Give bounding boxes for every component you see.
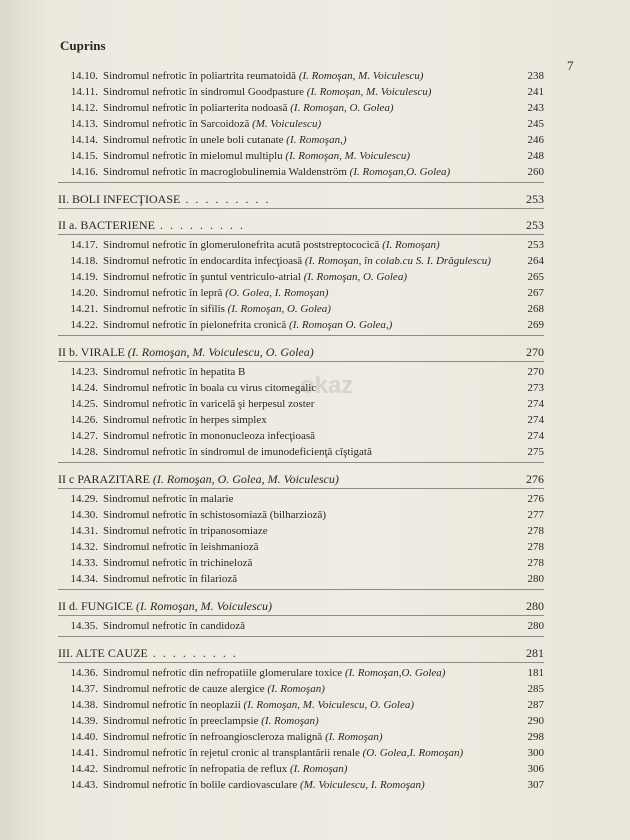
toc-entry[interactable] [58, 118, 544, 131]
entry-number: 14.29. [70, 493, 98, 505]
toc-entry[interactable] [58, 620, 544, 633]
entry-number: 14.14. [70, 134, 98, 146]
entry-number: 14.38. [70, 699, 98, 711]
section-authors: (I. Romoşan, M. Voiculescu) [136, 599, 272, 613]
entry-title: Sindromul nefrotic în poliarterita nodoasă (I. Romoşan, O. Golea) [103, 102, 394, 114]
entry-number: 14.32. [70, 541, 98, 553]
entry-number: 14.16. [70, 166, 98, 178]
entry-number: 14.37. [70, 683, 98, 695]
entry-number: 14.41. [70, 747, 98, 759]
group-rule [58, 182, 544, 183]
entry-page: 248 [527, 150, 544, 162]
section-page: 280 [526, 599, 544, 613]
entry-title: Sindromul nefrotic în varicelă şi herpesul zoster [103, 398, 315, 410]
entry-authors: (I. Romoşan, în colab. [304, 255, 403, 267]
section-label: II c PARAZITARE [58, 472, 150, 486]
entry-number: 14.12. [70, 102, 98, 114]
entry-number: 14.21. [70, 303, 98, 315]
entry-authors: (I. Romoşan, M. Voiculescu) [298, 70, 424, 82]
entry-page: 274 [527, 430, 544, 442]
section-title [58, 472, 518, 486]
entry-page: 298 [527, 731, 544, 743]
entry-page: 245 [527, 118, 544, 130]
section-heading [58, 345, 544, 359]
entry-number: 14.34. [70, 573, 98, 585]
entry-number: 14.42. [70, 763, 98, 775]
section-title [58, 599, 518, 613]
entry-page: 278 [527, 541, 544, 553]
toc-entry[interactable] [58, 430, 544, 443]
entry-page: 278 [527, 525, 544, 537]
section-heading [58, 192, 544, 206]
entry-page: 280 [527, 620, 544, 632]
toc-entry[interactable] [58, 667, 544, 680]
section-title [58, 218, 518, 232]
toc-entry[interactable] [58, 509, 544, 522]
entry-authors: (I. Romoşan) [267, 683, 325, 695]
entry-page: 270 [527, 366, 544, 378]
entry-authors: (I. Romoşan, O. Golea) [290, 102, 394, 114]
entry-number: 14.26. [70, 414, 98, 426]
entry-title: Sindromul nefrotic în neoplazii (I. Romoşan, M. Voiculescu, O. Golea) [103, 699, 414, 711]
toc-entry[interactable] [58, 150, 544, 163]
entry-number: 14.22. [70, 319, 98, 331]
entry-authors: (I. Romoşan, M. Voiculescu) [306, 86, 432, 98]
entry-page: 264 [527, 255, 544, 267]
entry-authors: (I. Romoşan) [289, 763, 348, 775]
toc-entry[interactable] [58, 763, 544, 776]
entry-title: Sindromul nefrotic în herpes simplex [103, 414, 267, 426]
section-authors: (I. Romoşan, M. Voiculescu, O. Golea) [127, 345, 314, 359]
section-label: II d. FUNGICE [58, 599, 133, 613]
entry-number: 14.13. [70, 118, 98, 130]
watermark: okaz [300, 372, 354, 399]
entry-page: 275 [527, 446, 544, 458]
entry-page: 238 [527, 70, 544, 82]
entry-number: 14.15. [70, 150, 98, 162]
entry-number: 14.23. [70, 366, 98, 378]
entry-authors: (I. Romoşan, M. Voiculescu) [285, 150, 411, 162]
entry-title: Sindromul nefrotic în candidoză [103, 620, 246, 632]
entry-page: 280 [527, 573, 544, 585]
entry-title: Sindromul nefrotic din nefropatiile glomerulare toxice (I. Romoşan,O. Golea) [103, 667, 446, 679]
entry-title: Sindromul nefrotic în malarie [103, 493, 234, 505]
entry-title: Sindromul nefrotic în unele boli cutanate (I. Romoşan,) [103, 134, 347, 146]
entry-page: 246 [527, 134, 544, 146]
section-title [58, 646, 518, 660]
toc-entry[interactable] [58, 319, 544, 332]
toc-entry[interactable] [58, 731, 544, 744]
section-title [58, 192, 518, 206]
toc-entry[interactable] [58, 255, 544, 268]
entry-authors: (O. Golea, [362, 747, 410, 759]
toc-entry[interactable] [58, 683, 544, 696]
toc-entry[interactable] [58, 446, 544, 459]
toc-entry[interactable] [58, 239, 544, 252]
entry-title: Sindromul nefrotic în sindromul de imunodeficienţă cîştigată [103, 446, 372, 458]
toc-entry[interactable] [58, 779, 544, 792]
entry-page: 274 [527, 398, 544, 410]
entry-page: 268 [527, 303, 544, 315]
entry-title: Sindromul nefrotic în mielomul multiplu (I. Romoşan, M. Voiculescu) [103, 150, 411, 162]
entry-title: Sindromul nefrotic în nefropatia de reflux (I. Romoşan) [103, 763, 348, 775]
entry-authors: (I. Romoşan) [325, 731, 383, 743]
entry-authors-cont: cu S. I. Drăgulescu) [402, 255, 491, 267]
entry-authors: (I. Romoşan O. Golea,) [289, 319, 393, 331]
group-rule [58, 462, 544, 463]
toc-entry[interactable] [58, 303, 544, 316]
entry-title: Sindromul nefrotic în bolile cardiovasculare (M. Voiculescu, I. Romoşan) [103, 779, 425, 791]
section-authors: (I. Romoşan, O. Golea, M. Voiculescu) [152, 472, 339, 486]
entry-title: Sindromul nefrotic în mononucleoza infecţioasă [103, 430, 315, 442]
toc-entry[interactable] [58, 525, 544, 538]
entry-number: 14.39. [70, 715, 98, 727]
section-rule [58, 361, 544, 362]
group-rule [58, 589, 544, 590]
entry-authors: (I. Romoşan, O. Golea) [303, 271, 407, 283]
entry-number: 14.27. [70, 430, 98, 442]
entry-page: 181 [527, 667, 544, 679]
entry-authors: (I. Romoşan) [382, 239, 440, 251]
entry-title: Sindromul nefrotic în hepatita B [103, 366, 246, 378]
entry-authors: (M. Voiculescu) [252, 118, 322, 130]
entry-title: Sindromul nefrotic în rejetul cronic al transplantării renale (O. Golea,I. Romoşan) [103, 747, 464, 759]
entry-title: Sindromul nefrotic în boala cu virus citomegalic [103, 382, 317, 394]
section-rule [58, 615, 544, 616]
entry-title: Sindromul nefrotic în şuntul ventriculo-atrial (I. Romoşan, O. Golea) [103, 271, 407, 283]
leader-dots: . . . . . . . . . [154, 218, 245, 232]
section-page: 281 [526, 646, 544, 660]
entry-page: 306 [527, 763, 544, 775]
entry-authors: (M. Voiculescu, I. Romoşan) [300, 779, 425, 791]
toc-entry[interactable] [58, 414, 544, 427]
section-page: 253 [526, 218, 544, 232]
section-heading [58, 599, 544, 613]
entry-authors: (I. Romoşan, O. Golea) [227, 303, 331, 315]
entry-authors: (I. Romoşan) [261, 715, 319, 727]
section-label: II. BOLI INFECŢIOASE [58, 192, 181, 206]
entry-page: 243 [527, 102, 544, 114]
entry-title: Sindromul nefrotic de cauze alergice (I. Romoşan) [103, 683, 325, 695]
entry-title: Sindromul nefrotic în pielonefrita cronică (I. Romoşan O. Golea,) [103, 319, 393, 331]
section-rule [58, 208, 544, 209]
toc-entry[interactable] [58, 747, 544, 760]
entry-page: 290 [527, 715, 544, 727]
leader-dots: . . . . . . . . . [180, 192, 271, 206]
entry-number: 14.30. [70, 509, 98, 521]
entry-authors-cont: O. Golea) [401, 667, 446, 679]
toc-entry[interactable] [58, 541, 544, 554]
entry-page: 307 [527, 779, 544, 791]
entry-page: 253 [527, 239, 544, 251]
section-label: II b. VIRALE [58, 345, 125, 359]
entry-title: Sindromul nefrotic în trichineloză [103, 557, 253, 569]
entry-page: 269 [527, 319, 544, 331]
toc-entry[interactable] [58, 86, 544, 99]
entry-title: Sindromul nefrotic în macroglobulinemia Waldenström (I. Romoşan,O. Golea) [103, 166, 451, 178]
entry-number: 14.25. [70, 398, 98, 410]
toc-entry[interactable] [58, 699, 544, 712]
section-heading [58, 218, 544, 232]
entry-number: 14.40. [70, 731, 98, 743]
entry-title: Sindromul nefrotic în schistosomiază (bilharzioză) [103, 509, 326, 521]
entry-number: 14.31. [70, 525, 98, 537]
entry-title: Sindromul nefrotic în preeclampsie (I. Romoşan) [103, 715, 319, 727]
toc-entry[interactable] [58, 573, 544, 586]
entry-page: 276 [527, 493, 544, 505]
toc-entry[interactable] [58, 102, 544, 115]
entry-page: 300 [527, 747, 544, 759]
toc-entry[interactable] [58, 134, 544, 147]
entry-authors: (I. Romoşan, M. Voiculescu, O. Golea) [243, 699, 414, 711]
table-of-contents [58, 70, 544, 795]
section-page: 253 [526, 192, 544, 206]
entry-authors: (O. Golea, I. Romoşan) [225, 287, 329, 299]
section-rule [58, 234, 544, 235]
entry-authors: (I. Romoşan, [349, 166, 407, 178]
section-rule [58, 488, 544, 489]
entry-page: 260 [527, 166, 544, 178]
section-label: III. ALTE CAUZE [58, 646, 148, 660]
running-header-title: Cuprins [60, 38, 106, 53]
entry-number: 14.35. [70, 620, 98, 632]
entry-title: Sindromul nefrotic în endocardita infecţioasă (I. Romoşan, în colab.cu S. I. Drăgulescu) [103, 255, 491, 267]
entry-page: 273 [527, 382, 544, 394]
entry-page: 274 [527, 414, 544, 426]
leader-dots: . . . . . . . . . [147, 646, 238, 660]
entry-title: Sindromul nefrotic în lepră (O. Golea, I. Romoşan) [103, 287, 329, 299]
toc-entry[interactable] [58, 287, 544, 300]
entry-title: Sindromul nefrotic în poliartrita reumatoidă (I. Romoşan, M. Voiculescu) [103, 70, 424, 82]
entry-page: 277 [527, 509, 544, 521]
entry-title: Sindromul nefrotic în filarioză [103, 573, 238, 585]
section-title [58, 345, 518, 359]
section-page: 270 [526, 345, 544, 359]
entry-number: 14.28. [70, 446, 98, 458]
entry-page: 285 [527, 683, 544, 695]
entry-number: 14.17. [70, 239, 98, 251]
section-heading [58, 472, 544, 486]
entry-title: Sindromul nefrotic în sindromul Goodpasture (I. Romoşan, M. Voiculescu) [103, 86, 432, 98]
entry-title: Sindromul nefrotic în tripanosomiaze [103, 525, 268, 537]
toc-entry[interactable] [58, 271, 544, 284]
entry-page: 287 [527, 699, 544, 711]
entry-title: Sindromul nefrotic în leishmanioză [103, 541, 259, 553]
toc-entry[interactable] [58, 715, 544, 728]
entry-number: 14.10. [70, 70, 98, 82]
entry-page: 278 [527, 557, 544, 569]
entry-number: 14.18. [70, 255, 98, 267]
toc-entry[interactable] [58, 366, 544, 379]
entry-number: 14.19. [70, 271, 98, 283]
toc-entry[interactable] [58, 70, 544, 83]
entry-title: Sindromul nefrotic în sifilis (I. Romoşan, O. Golea) [103, 303, 331, 315]
entry-number: 14.36. [70, 667, 98, 679]
section-label: II a. BACTERIENE [58, 218, 155, 232]
group-rule [58, 335, 544, 336]
entry-number: 14.43. [70, 779, 98, 791]
entry-number: 14.20. [70, 287, 98, 299]
toc-entry[interactable] [58, 493, 544, 506]
section-page: 276 [526, 472, 544, 486]
section-heading [58, 646, 544, 660]
entry-title: Sindromul nefrotic în nefroangioscleroza malignă (I. Romoşan) [103, 731, 383, 743]
entry-page: 241 [527, 86, 544, 98]
entry-authors-cont: I. Romoşan) [409, 747, 464, 759]
entry-authors: (I. Romoşan, [344, 667, 402, 679]
page-number: 7 [567, 58, 574, 73]
toc-entry[interactable] [58, 398, 544, 411]
entry-number: 14.33. [70, 557, 98, 569]
entry-number: 14.24. [70, 382, 98, 394]
entry-number: 14.11. [70, 86, 98, 98]
entry-authors: (I. Romoşan,) [286, 134, 347, 146]
group-rule [58, 636, 544, 637]
entry-authors-cont: O. Golea) [406, 166, 451, 178]
toc-entry[interactable] [58, 382, 544, 395]
entry-page: 265 [527, 271, 544, 283]
entry-title: Sindromul nefrotic în glomerulonefrita acută poststreptococică (I. Romoşan) [103, 239, 440, 251]
entry-page: 267 [527, 287, 544, 299]
toc-entry[interactable] [58, 166, 544, 179]
section-rule [58, 662, 544, 663]
entry-title: Sindromul nefrotic în Sarcoidoză (M. Voiculescu) [103, 118, 322, 130]
toc-entry[interactable] [58, 557, 544, 570]
